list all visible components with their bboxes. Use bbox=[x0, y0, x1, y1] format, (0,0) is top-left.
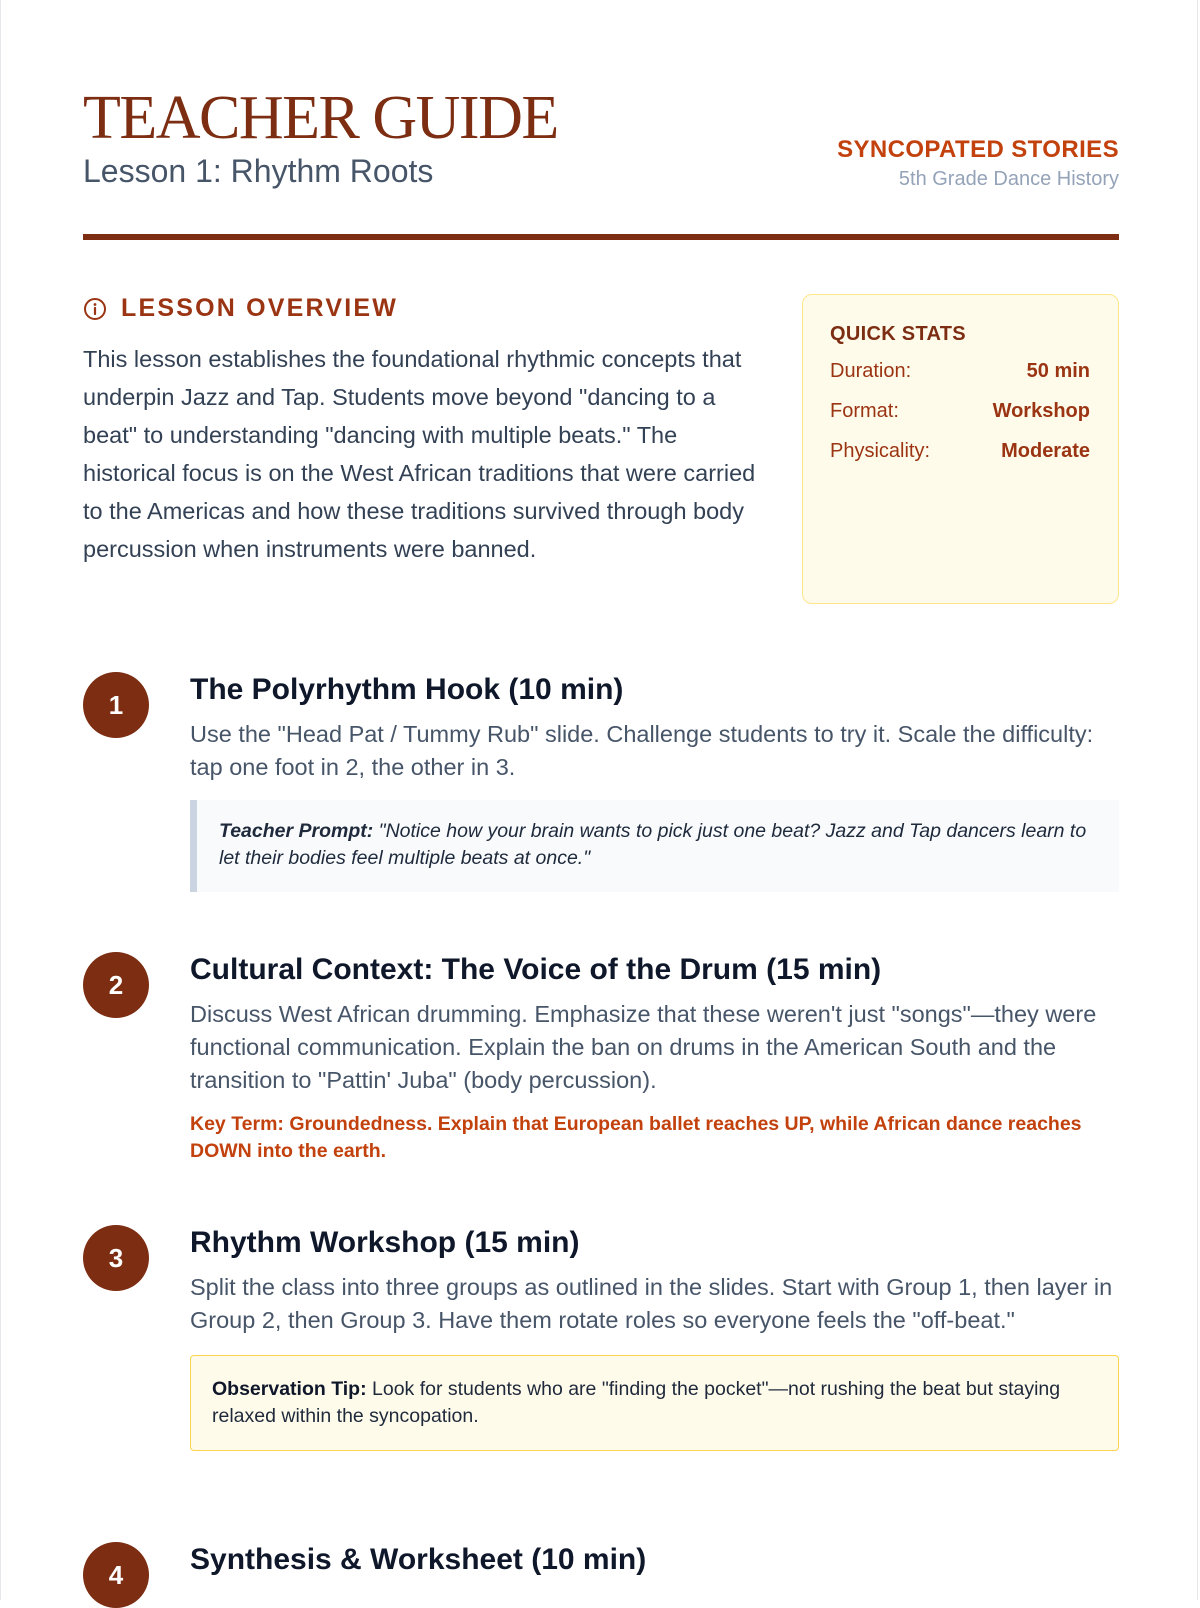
stat-row-physicality bbox=[830, 438, 1090, 464]
step-title: Cultural Context: The Voice of the Drum (15 min) bbox=[190, 953, 882, 986]
document-title: TEACHER GUIDE bbox=[83, 84, 558, 152]
observation-tip-text: Look for students who are "finding the pocket"—not rushing the beat but staying relaxed within the syncopation. bbox=[212, 1378, 1061, 1427]
brand-name: SYNCOPATED STORIES bbox=[837, 136, 1119, 163]
quick-stats-card bbox=[802, 294, 1119, 604]
stat-value: Moderate bbox=[1001, 440, 1090, 462]
step-number-badge: 4 bbox=[83, 1542, 149, 1608]
step-text: Discuss West African drumming. Emphasize that these weren't just "songs"—they were functional communication. Explain the ban on drums in the American South and the transition to "Pattin' Juba" (body percussion). bbox=[190, 1001, 1097, 1093]
step-body bbox=[190, 1225, 1119, 1451]
key-term-note: Key Term: Groundedness. Explain that European ballet reaches UP, while African dance reaches DOWN into the earth. bbox=[190, 1113, 1082, 1162]
observation-tip-label: Observation Tip: bbox=[212, 1378, 367, 1400]
step-title: Rhythm Workshop (15 min) bbox=[190, 1226, 580, 1259]
lesson-subtitle: Lesson 1: Rhythm Roots bbox=[83, 153, 434, 189]
teacher-prompt-label: Teacher Prompt: bbox=[219, 820, 374, 842]
overview-heading bbox=[83, 294, 398, 323]
step-text: Use the "Head Pat / Tummy Rub" slide. Challenge students to try it. Scale the difficulty: tap one foot in 2, the other in 3. bbox=[190, 721, 1094, 780]
teacher-prompt-box bbox=[190, 800, 1119, 892]
teacher-prompt-text: "Notice how your brain wants to pick just one beat? Jazz and Tap dancers learn to let their bodies feel multiple beats at once." bbox=[219, 820, 1087, 869]
quick-stats-title: QUICK STATS bbox=[830, 323, 966, 345]
observation-tip-box bbox=[190, 1355, 1119, 1451]
stat-row-format bbox=[830, 398, 1090, 424]
step-number-badge: 2 bbox=[83, 952, 149, 1018]
step-body bbox=[190, 952, 1119, 1165]
brand-subtitle: 5th Grade Dance History bbox=[898, 168, 1119, 190]
stat-value: Workshop bbox=[992, 400, 1090, 422]
page-content bbox=[83, 0, 1119, 1590]
header-divider bbox=[83, 234, 1119, 240]
step-title: Synthesis & Worksheet (10 min) bbox=[190, 1543, 647, 1576]
step-body bbox=[190, 672, 1119, 892]
step-body bbox=[190, 1542, 1119, 1578]
step-title: The Polyrhythm Hook (10 min) bbox=[190, 673, 624, 706]
step-number-badge: 1 bbox=[83, 672, 149, 738]
stat-label: Format: bbox=[830, 400, 899, 422]
info-icon bbox=[83, 297, 107, 321]
stat-value: 50 min bbox=[1026, 360, 1090, 382]
overview-text: This lesson establishes the foundational rhythmic concepts that underpin Jazz and Tap. Students move beyond "dancing to a beat" to understanding "dancing with multiple beats." The historical focus is on the West African traditions that were carried to the Americas and how these traditions survived through body percussion when instruments were banned. bbox=[83, 346, 756, 562]
stat-label: Duration: bbox=[830, 360, 912, 382]
page-header bbox=[83, 0, 1119, 242]
stat-label: Physicality: bbox=[830, 440, 931, 462]
stat-row-duration bbox=[830, 358, 1090, 384]
step-text: Split the class into three groups as outlined in the slides. Start with Group 1, then layer in Group 2, then Group 3. Have them rotate roles so everyone feels the "off-beat." bbox=[190, 1274, 1113, 1333]
overview-title: LESSON OVERVIEW bbox=[121, 294, 399, 322]
brand-block bbox=[837, 136, 1119, 192]
step-number-badge: 3 bbox=[83, 1225, 149, 1291]
